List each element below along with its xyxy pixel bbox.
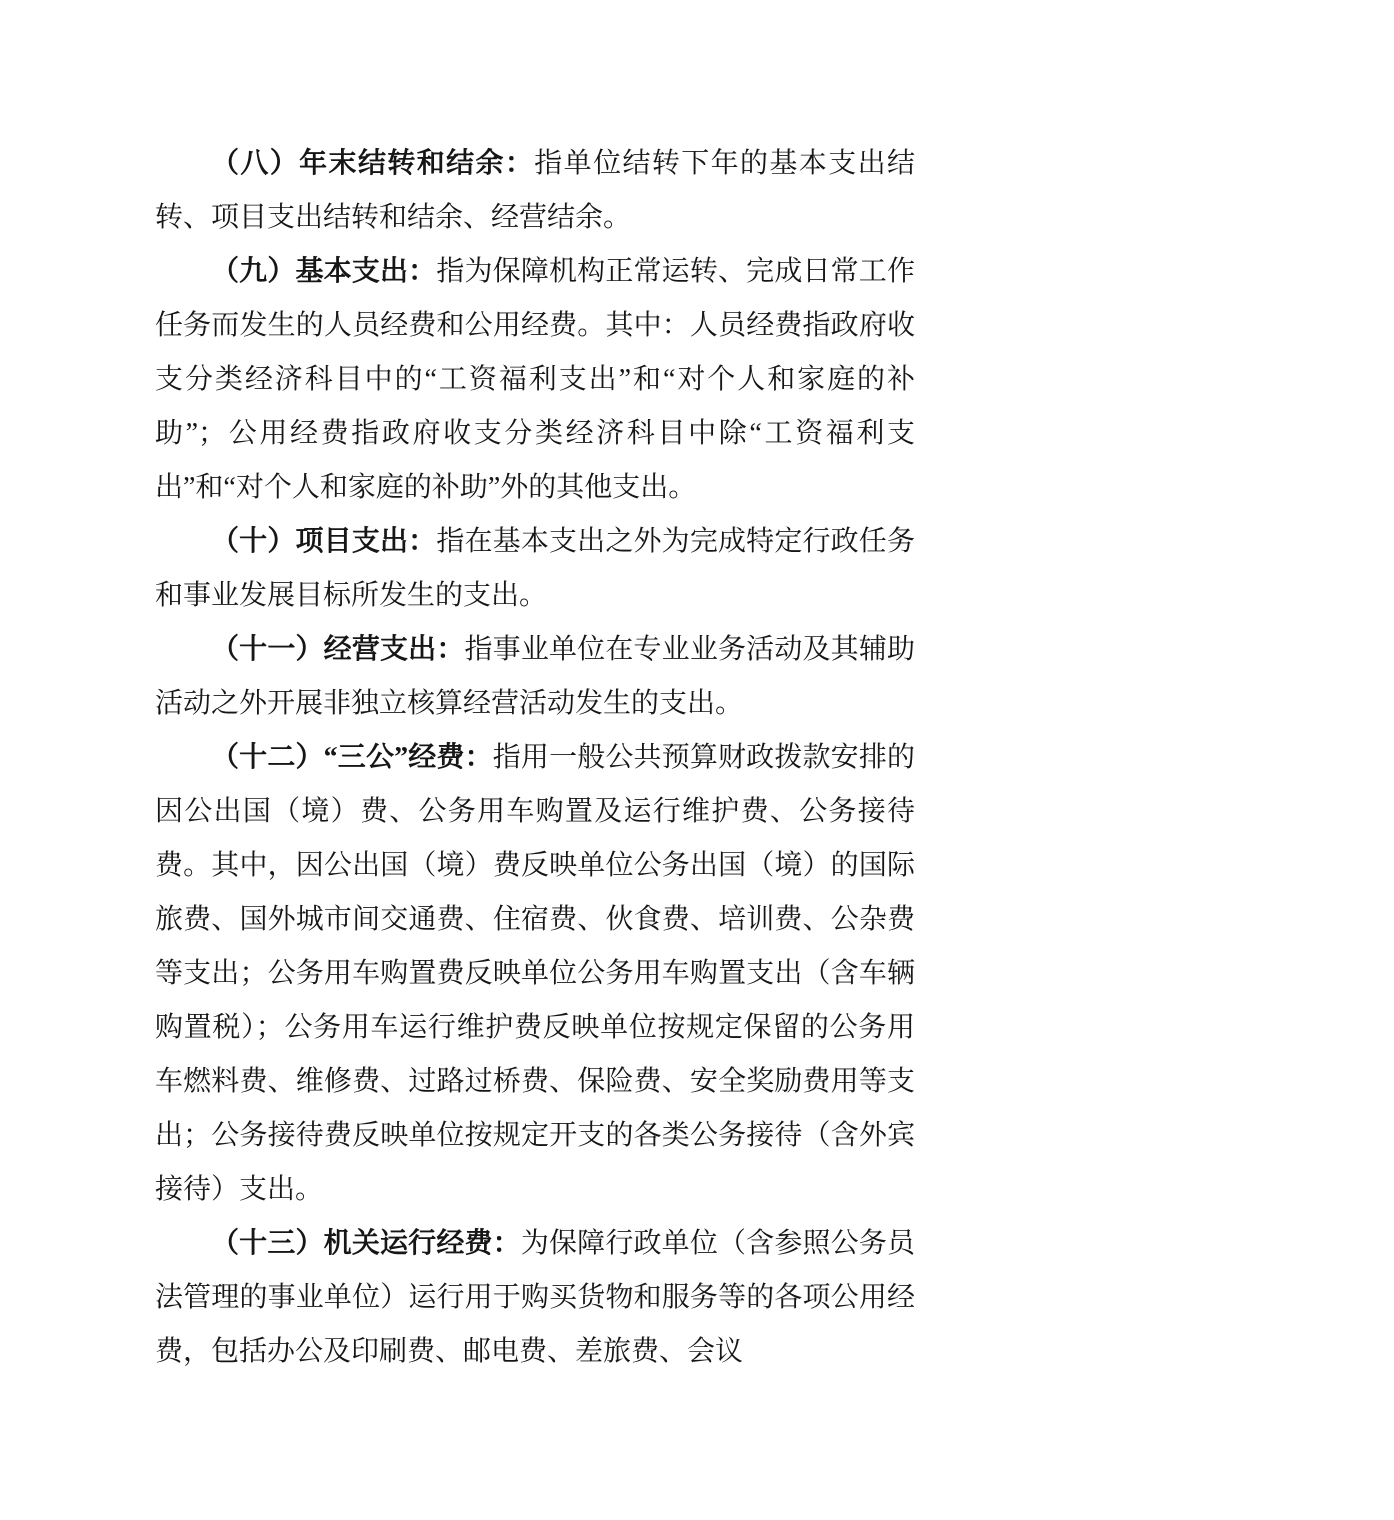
paragraph-13-body: 为保障行政单位（含参照公务员法管理的事业单位）运行用于购买货物和服务等的各项公用经费，包括办公及印刷费、邮电费、差旅费、会议 [155,1228,915,1367]
paragraph-11-body: 指事业单位在专业业务活动及其辅助活动之外开展非独立核算经营活动发生的支出。 [155,634,915,719]
paragraph-12 [155,731,915,1217]
paragraph-9-body: 指为保障机构正常运转、完成日常工作任务而发生的人员经费和公用经费。其中：人员经费指政府收支分类经济科目中的“工资福利支出”和“对个人和家庭的补助”；公用经费指政府收支分类经济科目中除“工资福利支出”和“对个人和家庭的补助”外的其他支出。 [155,256,915,503]
document-text-column [155,137,915,1379]
paragraph-12-body: 指用一般公共预算财政拨款安排的因公出国（境）费、公务用车购置及运行维护费、公务接待费。其中，因公出国（境）费反映单位公务出国（境）的国际旅费、国外城市间交通费、住宿费、伙食费、培训费、公杂费等支出；公务用车购置费反映单位公务用车购置支出（含车辆购置税）；公务用车运行维护费反映单位按规定保留的公务用车燃料费、维修费、过路过桥费、保险费、安全奖励费用等支出；公务接待费反映单位按规定开支的各类公务接待（含外宾接待）支出。 [155,742,915,1205]
paragraph-10-body: 指在基本支出之外为完成特定行政任务和事业发展目标所发生的支出。 [155,526,915,611]
paragraph-9-lead: （九）基本支出： [211,256,437,287]
paragraph-12-lead: （十二）“三公”经费： [211,742,493,773]
paragraph-13-lead: （十三）机关运行经费： [211,1228,521,1259]
paragraph-10 [155,515,915,623]
paragraph-9 [155,245,915,515]
paragraph-11-lead: （十一）经营支出： [211,634,465,665]
paragraph-8-body: 指单位结转下年的基本支出结转、项目支出结转和结余、经营结余。 [155,148,915,233]
paragraph-8-lead: （八）年末结转和结余： [211,148,535,179]
paragraph-8 [155,137,915,245]
paragraph-10-lead: （十）项目支出： [211,526,437,557]
paragraph-13 [155,1217,915,1379]
paragraph-11 [155,623,915,731]
